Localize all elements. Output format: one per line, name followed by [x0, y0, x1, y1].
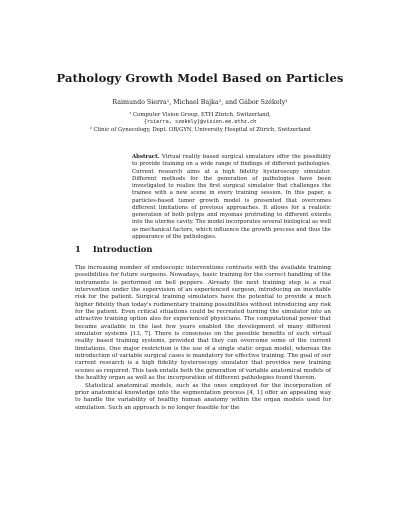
author-list: Raimundo Sierra¹, Michael Bajka², and Gábor Székely¹ — [112, 99, 288, 106]
paragraph-2: Statistical anatomical models, such as the ones employed for the incorporation of prior anatomical knowledge into the segmentation process [4, 1] offer an appealing way to handle the variability of healthy human anatomy within the organ models used for simulation. Such an approach is no longer feasible for the — [75, 382, 331, 411]
section-body — [75, 265, 331, 412]
affiliation-1: ¹ Computer Vision Group, ETH Zürich, Switzerland, — [129, 112, 271, 118]
paragraph-1: The increasing number of endoscopic interventions contrasts with the available training possibilities for future surgeons. Nowadays, basic training for the correct handling of the instruments is performed on bell peppers. Already the next training step is a real intervention under the supervision of an experienced surgeon, introducing an inevitable risk for the patient. Surgical training simulators have the potential to provide a much higher fidelity than today's rudimentary training possibilities without introducing any risk for the patient. Even critical situations could be recreated turning the simulator into an attractive training option also for experienced physicians. The computational power that became available in the last few years enabled the development of many different simulator systems [13, 7]. There is consensus on the possible benefits of such virtual reality based training systems, provided that they can overcome some of the current limitations. One major restriction is the use of a single static organ model, whereas the introduction of variable surgical cases is mandatory for effective training. The goal of our current research is a high fidelity hysteroscopy simulator that provides new training scenes as required. This task entails both the generation of variable anatomical models of the healthy organ as well as the incorporation of different pathologies found therein. — [75, 265, 331, 382]
author-emails: {rsierra, szekely}@vision.ee.ethz.ch — [143, 119, 257, 125]
abstract-text: Virtual reality based surgical simulators offer the possibility to provide training on a wide range of findings of different pathologies. Current research aims at a high fidelity hysteroscopy simulator. Different methods for the generation of pathologies have been investigated to realize the first surgical simulator that challenges the trainee with a new scene in every training session. In this paper, a particles-based tumor growth model is presented that overcomes different limitations of previous approaches. It allows for a realistic generation of both polyps and myomas protruding to different extents into the uterine cavity. The model incorporates several biological as well as mechanical factors, which influence the growth process and thus the appearance of the pathologies. — [132, 154, 331, 240]
affiliation-2: ² Clinic of Gynecology, Dept. OB/GYN, University Hospital of Zürich, Switzerland — [89, 127, 311, 133]
section-title: Introduction — [92, 244, 153, 254]
section-number: 1 — [75, 244, 81, 254]
section-heading — [75, 244, 152, 254]
abstract-label: Abstract. — [132, 154, 160, 160]
abstract — [132, 154, 331, 241]
paper-title: Pathology Growth Model Based on Particles — [56, 71, 344, 85]
